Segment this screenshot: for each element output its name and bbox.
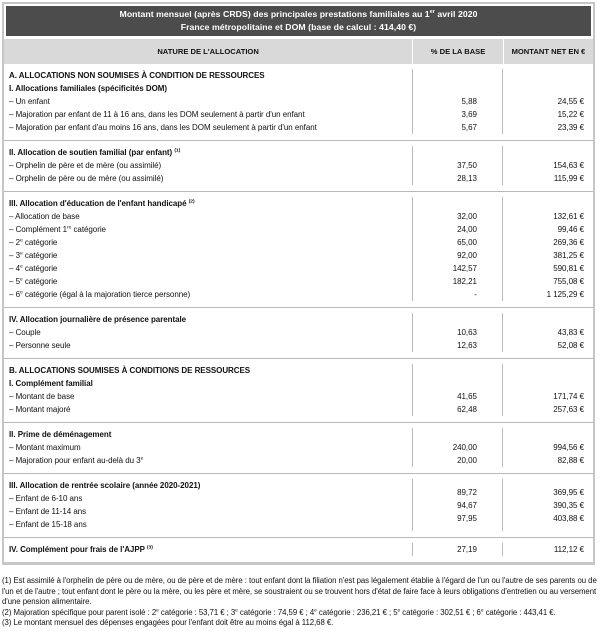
section-pct-values: [412, 197, 503, 301]
row-pct-value: 62,48: [457, 405, 477, 414]
row-label: – Allocation de base: [9, 212, 80, 221]
table-section: [4, 307, 593, 358]
section-labels: [4, 313, 412, 352]
row-amount: [503, 69, 584, 82]
row-label: – 3e catégorie: [9, 251, 58, 260]
row-amount: [503, 364, 584, 377]
table-title-line-1: Montant mensuel (après CRDS) des principales prestations familiales au 1er avril 2020: [119, 9, 478, 19]
row-amount: 994,56 €: [553, 443, 584, 452]
row-amount: 43,83 €: [557, 328, 584, 337]
row-label: – Complément 1re catégorie: [9, 225, 106, 234]
row-amount: [503, 428, 584, 441]
row-amount: [503, 82, 584, 95]
section-labels: [4, 146, 412, 185]
section-amounts: [503, 543, 593, 556]
section-labels: [4, 364, 412, 416]
section-pct-values: [412, 364, 503, 416]
row-amount: 154,63 €: [553, 161, 584, 170]
section-amounts: [503, 146, 593, 185]
row-label: – Majoration par enfant de 11 à 16 ans, dans les DOM seulement à partir d'un enfant: [9, 110, 305, 119]
row-amount: 369,95 €: [553, 487, 584, 497]
section-pct-values: [412, 69, 503, 134]
row-amount: 1 125,29 €: [546, 290, 584, 299]
row-label: III. Allocation d'éducation de l'enfant handicapé $^{(2)}$: [9, 199, 195, 208]
row-amount: 269,36 €: [553, 238, 584, 247]
column-header-montant-net: MONTANT NET EN €: [503, 39, 593, 64]
row-label: III. Allocation de rentrée scolaire (année 2020-2021): [9, 481, 201, 490]
footnotes-block: [2, 576, 598, 629]
row-amount: 390,35 €: [553, 500, 584, 510]
row-amount: 24,55 €: [557, 97, 584, 106]
row-amount: 52,08 €: [557, 341, 584, 350]
section-labels: [4, 69, 412, 134]
row-pct-value: [413, 197, 477, 210]
row-amount: 112,12 €: [553, 545, 584, 554]
row-pct-value: 89,72: [457, 487, 477, 497]
row-label: – Enfant de 15-18 ans: [9, 520, 87, 529]
row-amount: 115,99 €: [553, 174, 584, 183]
footnote: (1) Est assimilé à l'orphelin de père ou de mère, ou de père et de mère : tout enfant dont la filiation n'est pas légalement établie à l'égard de l'un ou l'autre de ses parents ou de l'un et de l'autre ; tout enfant dont le père ou la mère, ou les père et mère, se soustraient ou se trouvent hors d'état de faire face à leurs obligations d'entretien ou au versement d'une pension alimentaire.: [2, 576, 597, 607]
section-pct-values: [412, 479, 503, 531]
row-label: – Personne seule: [9, 341, 71, 350]
table-section: [4, 64, 593, 140]
column-header-row: [4, 39, 593, 64]
row-pct-value: 41,65: [457, 392, 477, 401]
row-label: – Majoration par enfant d'au moins 16 ans, dans les DOM seulement à partir d'un enfant: [9, 123, 317, 132]
table-section: [4, 140, 593, 191]
row-pct-value: [413, 69, 477, 82]
row-pct-value: 10,63: [457, 328, 477, 337]
row-amount: [503, 377, 584, 390]
row-pct-value: [413, 364, 477, 377]
row-pct-value: 20,00: [457, 456, 477, 465]
row-label: – 2e catégorie: [9, 238, 58, 247]
section-amounts: [503, 69, 593, 134]
row-label: – Orphelin de père ou de mère (ou assimilé): [9, 174, 164, 183]
row-label: – Enfant de 6-10 ans: [9, 494, 83, 503]
row-pct-value: 240,00: [452, 443, 477, 452]
row-amount: 82,88 €: [557, 456, 584, 465]
row-pct-value: 142,57: [452, 264, 477, 273]
row-amount: 755,08 €: [553, 277, 584, 286]
row-amount: 23,39 €: [557, 123, 584, 132]
row-pct-value: [413, 428, 477, 441]
section-labels: [4, 428, 412, 467]
row-pct-value: 94,67: [457, 500, 477, 510]
section-amounts: [503, 428, 593, 467]
section-pct-values: [412, 146, 503, 185]
row-pct-value: 5,88: [461, 97, 477, 106]
section-pct-values: [412, 313, 503, 352]
row-amount: 590,81 €: [553, 264, 584, 273]
row-label: – Majoration pour enfant au-delà du 3e: [9, 456, 144, 465]
row-pct-value: 27,19: [457, 545, 477, 554]
row-amount: [503, 197, 584, 210]
row-amount: 403,88 €: [553, 513, 584, 523]
row-label: B. ALLOCATIONS SOUMISES À CONDITIONS DE RESSOURCES: [9, 366, 251, 375]
footnote: (3) Le montant mensuel des dépenses engagées pour l'enfant doit être au moins égal à 112,68 €.: [2, 618, 334, 628]
row-pct-value: 182,21: [452, 277, 477, 286]
row-label: I. Complément familial: [9, 379, 93, 388]
section-pct-values: [412, 543, 503, 556]
row-label: – Montant maximum: [9, 443, 81, 452]
table-section: [4, 537, 593, 562]
row-pct-value: 92,00: [457, 251, 477, 260]
section-amounts: [503, 313, 593, 352]
row-label: IV. Complément pour frais de l'AJPP $^{(3)}$: [9, 545, 153, 554]
table-section: [4, 473, 593, 537]
row-pct-value: [413, 146, 477, 159]
column-header-pct-base: % DE LA BASE: [412, 39, 503, 64]
row-label: – Montant de base: [9, 392, 75, 401]
row-amount: 171,74 €: [553, 392, 584, 401]
row-label: II. Prime de déménagement: [9, 430, 112, 439]
column-header-nature: NATURE DE L'ALLOCATION: [157, 47, 259, 56]
row-label: – 4e catégorie: [9, 264, 58, 273]
table-section: [4, 422, 593, 473]
row-amount: [503, 313, 584, 326]
row-pct-value: 97,95: [457, 513, 477, 523]
section-labels: [4, 479, 412, 531]
row-amount: 132,61 €: [553, 212, 584, 221]
row-label: I. Allocations familiales (spécificités DOM): [9, 84, 167, 93]
row-amount: 15,22 €: [557, 110, 584, 119]
row-label: II. Allocation de soutien familial (par enfant) $^{(1)}$: [9, 148, 181, 157]
row-amount: [503, 146, 584, 159]
section-pct-values: [412, 428, 503, 467]
row-pct-value: 3,69: [461, 110, 477, 119]
section-labels: [4, 543, 412, 556]
section-amounts: [503, 364, 593, 416]
row-pct-value: 28,13: [457, 174, 477, 183]
row-label: – Couple: [9, 328, 41, 337]
row-label: A. ALLOCATIONS NON SOUMISES À CONDITION DE RESSOURCES: [9, 71, 265, 80]
table-section: [4, 358, 593, 422]
table-section: [4, 191, 593, 307]
row-label: IV. Allocation journalière de présence parentale: [9, 315, 187, 324]
row-amount: 257,63 €: [553, 405, 584, 414]
row-pct-value: -: [474, 290, 477, 299]
row-label: – Enfant de 11-14 ans: [9, 507, 87, 516]
row-pct-value: 65,00: [457, 238, 477, 247]
table-title-line-2: France métropolitaine et DOM (base de calcul : 414,40 €): [180, 22, 417, 32]
row-label: – Montant majoré: [9, 405, 71, 414]
footnote: (2) Majoration spécifique pour parent isolé : 2e catégorie : 53,71 € ; 3e catégorie : 74,59 € ; 4e catégorie : 236,21 € ; 5e catégorie : 302,51 € ; 6e catégorie : 443,41 €.: [2, 607, 556, 617]
row-pct-value: 32,00: [457, 212, 477, 221]
row-amount: 99,46 €: [557, 225, 584, 234]
row-pct-value: 24,00: [457, 225, 477, 234]
benefits-table: [2, 2, 595, 565]
row-pct-value: [413, 313, 477, 326]
row-pct-value: 12,63: [457, 341, 477, 350]
section-amounts: [503, 197, 593, 301]
table-body: [4, 64, 593, 562]
row-label: – 5e catégorie: [9, 277, 58, 286]
section-amounts: [503, 479, 593, 531]
row-label: – Orphelin de père et de mère (ou assimilé): [9, 161, 162, 170]
row-pct-value: 5,67: [461, 123, 477, 132]
row-pct-value: 37,50: [457, 161, 477, 170]
row-amount: 381,25 €: [553, 251, 584, 260]
row-pct-value: [413, 377, 477, 390]
table-title-band: [6, 6, 591, 36]
row-pct-value: [413, 82, 477, 95]
row-label: – Un enfant: [9, 97, 50, 106]
row-label: – 6e catégorie (égal à la majoration tierce personne): [9, 290, 191, 299]
section-labels: [4, 197, 412, 301]
